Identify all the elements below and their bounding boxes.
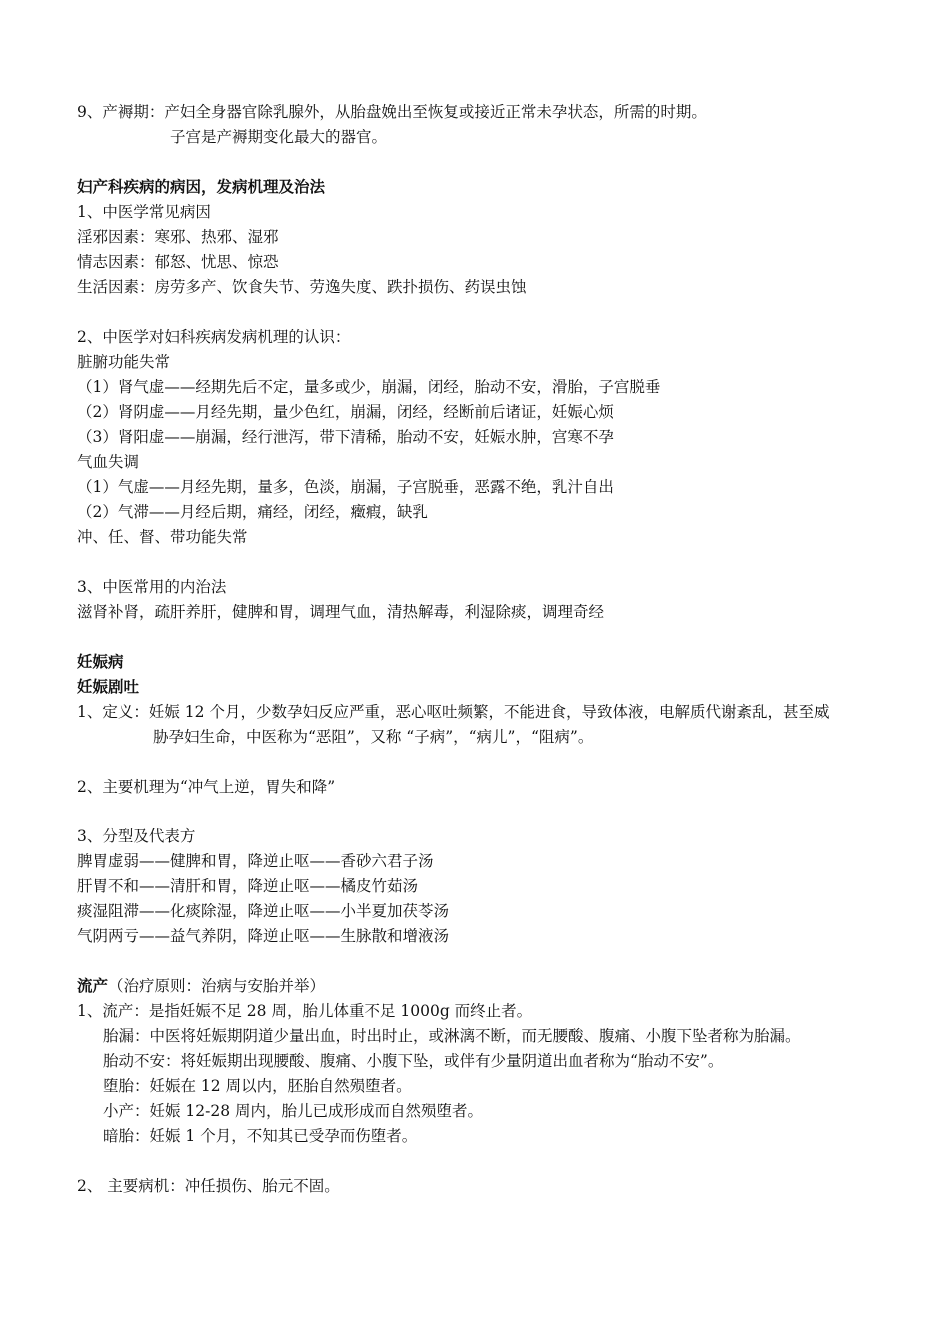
types-title: 3、分型及代表方 <box>77 827 196 845</box>
organ-item: （3）肾阳虚——崩漏，经行泄泻，带下清稀，胎动不安，妊娠水肿，宫寒不孕 <box>77 428 614 446</box>
treatment-title: 3、中医常用的内治法 <box>77 578 227 596</box>
abortion-item: 暗胎：妊娠 1 个月，不知其已受孕而伤堕者。 <box>103 1127 418 1145</box>
hyperemesis-heading: 妊娠剧吐 <box>77 677 140 696</box>
abortion-principle: （治疗原则：治病与安胎并举） <box>108 977 326 995</box>
type-item: 肝胃不和——清肝和胃，降逆止呕——橘皮竹茹汤 <box>77 877 419 895</box>
type-item: 气阴两亏——益气养阴，降逆止呕——生脉散和增液汤 <box>77 927 450 945</box>
treatment-text: 滋肾补肾，疏肝养肝，健脾和胃，调理气血，清热解毒，利湿除痰，调理奇经 <box>77 603 605 621</box>
abortion-item: 胎漏：中医将妊娠期阴道少量出血，时出时止，或淋漓不断，而无腰酸、腹痛、小腹下坠者称为胎漏。 <box>103 1027 801 1045</box>
mechanism-title: 2、中医学对妇科疾病发病机理的认识： <box>77 328 351 346</box>
qi-blood-item: （2）气滞——月经后期，痛经，闭经，癥瘕，缺乳 <box>77 503 428 521</box>
organ-item: （2）肾阴虚——月经先期，量少色红，崩漏，闭经，经断前后诸证，妊娠心烦 <box>77 403 614 421</box>
cause-item: 淫邪因素：寒邪、热邪、湿邪 <box>77 228 279 246</box>
abortion-item: 胎动不安：将妊娠期出现腰酸、腹痛、小腹下坠，或伴有少量阴道出血者称为“胎动不安”。 <box>103 1052 724 1070</box>
qi-blood-disorder: 气血失调 <box>77 453 140 471</box>
type-item: 脾胃虚弱——健脾和胃，降逆止呕——香砂六君子汤 <box>77 852 434 870</box>
abortion-mechanism: 2、 主要病机：冲任损伤、胎元不固。 <box>77 1177 340 1195</box>
type-item: 痰湿阻滞——化痰除湿，降逆止呕——小半夏加茯苓汤 <box>77 902 450 920</box>
abortion-item: 堕胎：妊娠在 12 周以内，胚胎自然殒堕者。 <box>103 1077 412 1095</box>
abortion-definition: 1、流产：是指妊娠不足 28 周，胎儿体重不足 1000g 而终止者。 <box>77 1002 533 1020</box>
definition-line-2: 胁孕妇生命，中医称为“恶阻”，又称 “子病”，“病儿”，“阻病”。 <box>153 728 594 746</box>
meridian-dysfunction: 冲、任、督、带功能失常 <box>77 528 248 546</box>
postpartum-line-1: 9、产褥期：产妇全身器官除乳腺外，从胎盘娩出至恢复或接近正常未孕状态，所需的时期。 <box>77 103 707 121</box>
abortion-heading-line <box>77 976 325 996</box>
organ-item: （1）肾气虚——经期先后不定，量多或少，崩漏，闭经，胎动不安，滑胎，子宫脱垂 <box>77 378 661 396</box>
pregnancy-heading: 妊娠病 <box>77 652 124 671</box>
postpartum-line-2: 子宫是产褥期变化最大的器官。 <box>170 128 388 146</box>
cause-title: 1、中医学常见病因 <box>77 203 211 221</box>
definition-line-1: 1、定义：妊娠 12 个月，少数孕妇反应严重，恶心呕吐频繁，不能进食，导致体液，电解质代谢紊乱，甚至威 <box>77 703 830 721</box>
abortion-item: 小产：妊娠 12-28 周内，胎儿已成形成而自然殒堕者。 <box>103 1102 484 1120</box>
cause-item: 生活因素：房劳多产、饮食失节、劳逸失度、跌扑损伤、药误虫蚀 <box>77 278 527 296</box>
qi-blood-item: （1）气虚——月经先期，量多，色淡，崩漏，子宫脱垂，恶露不绝，乳汁自出 <box>77 478 614 496</box>
organ-dysfunction: 脏腑功能失常 <box>77 353 171 371</box>
etiology-heading: 妇产科疾病的病因，发病机理及治法 <box>77 177 326 196</box>
cause-item: 情志因素：郁怒、忧思、惊恐 <box>77 253 279 271</box>
mechanism-text: 2、主要机理为“冲气上逆，胃失和降” <box>77 778 336 796</box>
abortion-heading: 流产 <box>77 976 109 995</box>
